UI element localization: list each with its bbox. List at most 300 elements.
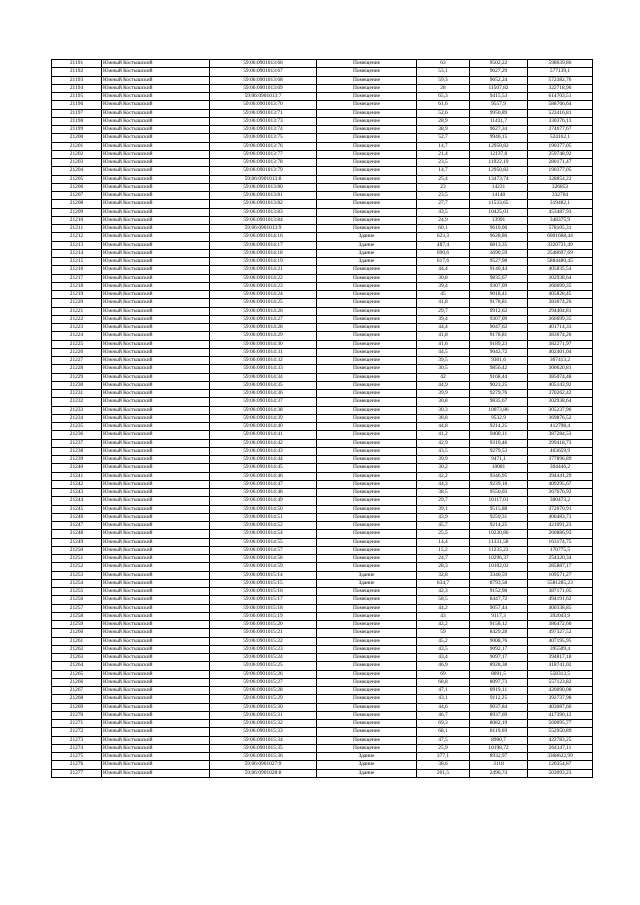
cell-area: 47,5 [417, 736, 470, 744]
cell-object-type: Помещение [317, 315, 417, 323]
cell-area: 44,9 [417, 381, 470, 389]
cell-district: Южный Костышский [102, 414, 210, 422]
table-row [52, 728, 593, 736]
cell-area: 44,2 [417, 604, 470, 612]
cell-specific-value: 3340,59 [470, 571, 528, 579]
cell-specific-value: 9178,81 [470, 332, 528, 340]
table-row [52, 505, 593, 513]
cell-object-type: Помещение [317, 266, 417, 274]
cell-object-type: Помещение [317, 637, 417, 645]
cell-cadastral-value: 6001668,44 [528, 233, 593, 241]
cell-district: Южный Костышский [102, 274, 210, 282]
table-row [52, 414, 593, 422]
table-row [52, 216, 593, 224]
cell-cadastral-value: 383674,26 [528, 332, 593, 340]
cell-cadastral-value: 369876,52 [528, 414, 593, 422]
cell-cadastral-value: 304446,2 [528, 464, 593, 472]
table-row [52, 332, 593, 340]
cell-row-number: 21217 [52, 274, 102, 282]
cell-object-type: Помещение [317, 621, 417, 629]
cell-object-type: Помещение [317, 93, 417, 101]
cell-specific-value: 9550,03 [470, 489, 528, 497]
cell-row-number: 21239 [52, 456, 102, 464]
cell-cadastral-number: 59:06:0901015:24 [210, 654, 317, 662]
cell-cadastral-value: 302938,64 [528, 274, 593, 282]
table-row [52, 159, 593, 167]
table-row [52, 579, 593, 587]
cell-cadastral-number: 59:06:0901014:31 [210, 348, 317, 356]
table-row [52, 266, 593, 274]
cell-object-type: Помещение [317, 736, 417, 744]
cell-cadastral-number: 59:06:0901015:34 [210, 736, 317, 744]
cell-district: Южный Костышский [102, 662, 210, 670]
cell-object-type: Помещение [317, 60, 417, 68]
cell-district: Южный Костышский [102, 612, 210, 620]
cell-area: 690,6 [417, 249, 470, 257]
cell-object-type: Здание [317, 769, 417, 777]
cell-object-type: Помещение [317, 365, 417, 373]
cell-district: Южный Костышский [102, 258, 210, 266]
cell-specific-value: 9946,15 [470, 134, 528, 142]
cell-district: Южный Костышский [102, 60, 210, 68]
cell-specific-value: 9502,22 [470, 60, 528, 68]
cell-row-number: 21263 [52, 654, 102, 662]
cell-area: 52,6 [417, 109, 470, 117]
cell-row-number: 21191 [52, 60, 102, 68]
table-row [52, 645, 593, 653]
cell-cadastral-value: 417390,12 [528, 711, 593, 719]
cell-cadastral-value: 367413,2 [528, 357, 593, 365]
cell-object-type: Помещение [317, 530, 417, 538]
cell-specific-value: 11533,65 [470, 200, 528, 208]
cell-cadastral-number: 59:06:0901013:68 [210, 76, 317, 84]
cell-cadastral-value: 370262,42 [528, 390, 593, 398]
cell-row-number: 21250 [52, 546, 102, 554]
cell-district: Южный Костышский [102, 365, 210, 373]
table-row [52, 68, 593, 76]
cell-cadastral-number: 59:06:0901015:18 [210, 604, 317, 612]
table-row [52, 761, 593, 769]
cell-district: Южный Костышский [102, 159, 210, 167]
cell-area: 44,6 [417, 703, 470, 711]
cell-cadastral-value: 412798,4 [528, 423, 593, 431]
cell-cadastral-number: 59:06:0901028:8 [210, 769, 317, 777]
cell-area: 38,5 [417, 489, 470, 497]
cell-district: Южный Костышский [102, 167, 210, 175]
cell-cadastral-value: 163174,75 [528, 538, 593, 546]
table-row [52, 200, 593, 208]
table-row [52, 60, 593, 68]
cell-cadastral-value: 407195,95 [528, 637, 593, 645]
cell-cadastral-value: 348375,9 [528, 216, 593, 224]
cell-district: Южный Костышский [102, 101, 210, 109]
cell-row-number: 21233 [52, 406, 102, 414]
cell-cadastral-value: 588766,64 [528, 101, 593, 109]
cell-row-number: 21203 [52, 159, 102, 167]
cell-row-number: 21253 [52, 571, 102, 579]
cell-district: Южный Костышский [102, 489, 210, 497]
cell-cadastral-value: 503093,23 [528, 769, 593, 777]
cell-cadastral-number: 59:06:0901013:66 [210, 60, 317, 68]
cell-specific-value: 9112,25 [470, 695, 528, 703]
cell-district: Южный Костышский [102, 340, 210, 348]
cell-object-type: Помещение [317, 447, 417, 455]
cell-object-type: Помещение [317, 612, 417, 620]
cell-area: 30,2 [417, 464, 470, 472]
table-row [52, 546, 593, 554]
cell-row-number: 21272 [52, 728, 102, 736]
cell-object-type: Помещение [317, 340, 417, 348]
cell-object-type: Помещение [317, 208, 417, 216]
table-row [52, 604, 593, 612]
cell-row-number: 21216 [52, 266, 102, 274]
cell-row-number: 21251 [52, 555, 102, 563]
cell-area: 14,7 [417, 142, 470, 150]
cell-cadastral-value: 3368622,99 [528, 753, 593, 761]
cell-cadastral-value: 387171,05 [528, 588, 593, 596]
table-row [52, 703, 593, 711]
cell-object-type: Помещение [317, 645, 417, 653]
cell-district: Южный Костышский [102, 546, 210, 554]
cell-district: Южный Костышский [102, 456, 210, 464]
cell-specific-value: 8919,11 [470, 687, 528, 695]
cell-specific-value: 10198,72 [470, 744, 528, 752]
cell-object-type: Помещение [317, 744, 417, 752]
cell-specific-value: 9097,17 [470, 654, 528, 662]
cell-cadastral-number: 59:06:0901014:23 [210, 282, 317, 290]
cell-area: 43,5 [417, 645, 470, 653]
cell-cadastral-number: 59:06:0901015:14 [210, 571, 317, 579]
cell-district: Южный Костышский [102, 117, 210, 125]
cell-cadastral-value: 403659,9 [528, 447, 593, 455]
cell-district: Южный Костышский [102, 678, 210, 686]
cell-object-type: Здание [317, 258, 417, 266]
cell-cadastral-number: 59:06:0901014:43 [210, 447, 317, 455]
cell-cadastral-value: 406483,71 [528, 513, 593, 521]
cell-object-type: Помещение [317, 720, 417, 728]
cell-district: Южный Костышский [102, 604, 210, 612]
cell-cadastral-value: 385074,48 [528, 373, 593, 381]
cell-area: 44,8 [417, 423, 470, 431]
table-row [52, 291, 593, 299]
cell-cadastral-value: 557123,82 [528, 678, 593, 686]
cell-district: Южный Костышский [102, 381, 210, 389]
cell-cadastral-value: 420090,08 [528, 687, 593, 695]
cell-district: Южный Костышский [102, 637, 210, 645]
cell-row-number: 21213 [52, 241, 102, 249]
cell-row-number: 21265 [52, 670, 102, 678]
table-row [52, 637, 593, 645]
cell-district: Южный Костышский [102, 695, 210, 703]
cell-area: 68,8 [417, 678, 470, 686]
cell-district: Южный Костышский [102, 596, 210, 604]
cell-object-type: Помещение [317, 390, 417, 398]
cell-cadastral-number: 59:06:0901014:41 [210, 431, 317, 439]
cell-object-type: Помещение [317, 109, 417, 117]
cell-cadastral-value: 377896,89 [528, 456, 593, 464]
cell-specific-value: 10073,86 [470, 406, 528, 414]
cell-specific-value: 9042,72 [470, 348, 528, 356]
cell-area: 15,2 [417, 546, 470, 554]
cell-cadastral-number: 59:06:0901015:20 [210, 621, 317, 629]
cell-specific-value: 11922,19 [470, 159, 528, 167]
cell-cadastral-value: 394441,29 [528, 472, 593, 480]
cell-area: 44,4 [417, 324, 470, 332]
cell-cadastral-value: 405835,54 [528, 266, 593, 274]
cell-area: 25,5 [417, 530, 470, 538]
table-row [52, 134, 593, 142]
table-row [52, 654, 593, 662]
cell-cadastral-value: 392737,98 [528, 695, 593, 703]
cell-area: 24,7 [417, 555, 470, 563]
cell-area: 617,6 [417, 258, 470, 266]
cell-specific-value: 14140 [470, 192, 528, 200]
cell-specific-value: 9307,09 [470, 315, 528, 323]
cell-district: Южный Костышский [102, 348, 210, 356]
cell-cadastral-number: 59:06:0901014:52 [210, 522, 317, 530]
cell-row-number: 21204 [52, 167, 102, 175]
cell-cadastral-number: 59:06:0901014:34 [210, 373, 317, 381]
table-row [52, 711, 593, 719]
cell-specific-value: 9912,62 [470, 307, 528, 315]
cell-area: 63 [417, 60, 470, 68]
cell-area: 65,3 [417, 93, 470, 101]
cell-cadastral-value: 578105,31 [528, 225, 593, 233]
cell-area: 43 [417, 612, 470, 620]
cell-district: Южный Костышский [102, 208, 210, 216]
cell-district: Южный Костышский [102, 126, 210, 134]
cell-specific-value: 13991 [470, 216, 528, 224]
cell-object-type: Помещение [317, 464, 417, 472]
cell-area: 45,7 [417, 522, 470, 530]
cell-cadastral-value: 328854,22 [528, 175, 593, 183]
cell-row-number: 21254 [52, 579, 102, 587]
cell-area: 43,9 [417, 513, 470, 521]
cell-specific-value: 9140,44 [470, 266, 528, 274]
cell-district: Южный Костышский [102, 522, 210, 530]
cell-row-number: 21276 [52, 761, 102, 769]
cell-area: 23,5 [417, 159, 470, 167]
cell-row-number: 21202 [52, 150, 102, 158]
cell-object-type: Помещение [317, 695, 417, 703]
cell-cadastral-value: 403087,66 [528, 703, 593, 711]
cell-specific-value: 11235,23 [470, 546, 528, 554]
table-row [52, 126, 593, 134]
cell-area: 46,7 [417, 711, 470, 719]
cell-row-number: 21249 [52, 538, 102, 546]
cell-object-type: Помещение [317, 357, 417, 365]
table-row [52, 175, 593, 183]
cell-area: 39,1 [417, 505, 470, 513]
table-row [52, 431, 593, 439]
cell-object-type: Помещение [317, 76, 417, 84]
cell-cadastral-number: 59:06:0901014:17 [210, 241, 317, 249]
cell-cadastral-value: 264147,11 [528, 744, 593, 752]
cell-cadastral-number: 59:06:0901013:82 [210, 200, 317, 208]
cell-cadastral-value: 259748,92 [528, 150, 593, 158]
cell-cadastral-value: 170775,5 [528, 546, 593, 554]
cell-object-type: Помещение [317, 604, 417, 612]
cell-object-type: Помещение [317, 142, 417, 150]
cell-area: 32,8 [417, 571, 470, 579]
table-row [52, 208, 593, 216]
cell-specific-value: 6813,35 [470, 241, 528, 249]
cell-cadastral-value: 302938,64 [528, 398, 593, 406]
cell-district: Южный Костышский [102, 654, 210, 662]
cell-district: Южный Костышский [102, 563, 210, 571]
table-row [52, 390, 593, 398]
cell-object-type: Помещение [317, 687, 417, 695]
cell-cadastral-value: 254320,34 [528, 555, 593, 563]
cell-object-type: Помещение [317, 84, 417, 92]
cell-specific-value: 8900,7 [470, 736, 528, 744]
cell-area: 377,1 [417, 753, 470, 761]
cell-area: 44,4 [417, 266, 470, 274]
cell-row-number: 21268 [52, 695, 102, 703]
cell-cadastral-value: 3320731,49 [528, 241, 593, 249]
cell-cadastral-value: 405828,45 [528, 291, 593, 299]
cell-district: Южный Костышский [102, 249, 210, 257]
cell-cadastral-number: 59:06:0901014:38 [210, 406, 317, 414]
cell-specific-value: 8097,73 [470, 678, 528, 686]
cell-object-type: Помещение [317, 728, 417, 736]
cell-district: Южный Костышский [102, 93, 210, 101]
cell-cadastral-number: 59:06:0901015:28 [210, 687, 317, 695]
cell-row-number: 21255 [52, 588, 102, 596]
cell-object-type: Здание [317, 241, 417, 249]
cell-specific-value: 9557,9 [470, 101, 528, 109]
cell-cadastral-value: 366699,35 [528, 315, 593, 323]
cell-row-number: 21267 [52, 687, 102, 695]
cell-specific-value: 9057,44 [470, 604, 528, 612]
cell-district: Южный Костышский [102, 728, 210, 736]
cell-object-type: Помещение [317, 150, 417, 158]
cell-district: Южный Костышский [102, 357, 210, 365]
cell-area: 41,2 [417, 431, 470, 439]
cell-cadastral-number: 59:06:0901015:31 [210, 711, 317, 719]
cell-area: 21,4 [417, 150, 470, 158]
cell-row-number: 21236 [52, 431, 102, 439]
cell-cadastral-number: 59:06:0901013:77 [210, 150, 317, 158]
cell-district: Южный Костышский [102, 744, 210, 752]
cell-cadastral-number: 59:06:0901013:80 [210, 183, 317, 191]
cell-row-number: 21237 [52, 439, 102, 447]
table-row [52, 769, 593, 777]
cell-area: 41,8 [417, 332, 470, 340]
table-row [52, 744, 593, 752]
cell-area: 44,5 [417, 348, 470, 356]
cell-district: Южный Костышский [102, 629, 210, 637]
cell-district: Южный Костышский [102, 464, 210, 472]
cell-district: Южный Костышский [102, 538, 210, 546]
cell-object-type: Помещение [317, 596, 417, 604]
cell-object-type: Помещение [317, 654, 417, 662]
cell-row-number: 21200 [52, 134, 102, 142]
table-row [52, 753, 593, 761]
cell-specific-value: 9515,88 [470, 505, 528, 513]
cell-object-type: Помещение [317, 522, 417, 530]
cell-row-number: 21243 [52, 489, 102, 497]
cell-specific-value: 14231 [470, 183, 528, 191]
cell-object-type: Помещение [317, 538, 417, 546]
cell-cadastral-value: 453487,93 [528, 208, 593, 216]
cell-cadastral-value: 367676,92 [528, 489, 593, 497]
cell-cadastral-number: 59:06:0901015:26 [210, 670, 317, 678]
cell-district: Южный Костышский [102, 555, 210, 563]
cell-district: Южный Костышский [102, 241, 210, 249]
cell-cadastral-number: 59:06:0901014:40 [210, 423, 317, 431]
cell-row-number: 21258 [52, 612, 102, 620]
table-row [52, 621, 593, 629]
cell-object-type: Здание [317, 761, 417, 769]
cell-object-type: Помещение [317, 513, 417, 521]
cell-row-number: 21240 [52, 464, 102, 472]
cell-district: Южный Костышский [102, 423, 210, 431]
cell-object-type: Помещение [317, 68, 417, 76]
cell-district: Южный Костышский [102, 711, 210, 719]
cell-district: Южный Костышский [102, 505, 210, 513]
cell-district: Южный Костышский [102, 84, 210, 92]
cell-district: Южный Костышский [102, 373, 210, 381]
cell-specific-value: 9400,11 [470, 431, 528, 439]
cell-area: 45 [417, 291, 470, 299]
cell-object-type: Помещение [317, 505, 417, 513]
cell-specific-value: 9092,17 [470, 645, 528, 653]
cell-cadastral-number: 59:06:0901014:29 [210, 332, 317, 340]
cell-cadastral-number: 59:06:0901013:8 [210, 175, 317, 183]
table-row [52, 365, 593, 373]
cell-row-number: 21234 [52, 414, 102, 422]
cell-area: 69 [417, 670, 470, 678]
cadastral-value-table [51, 59, 593, 778]
cell-row-number: 21192 [52, 68, 102, 76]
cell-object-type: Помещение [317, 472, 417, 480]
table-row [52, 241, 593, 249]
table-row [52, 357, 593, 365]
cell-cadastral-number: 59:06:0901013:69 [210, 84, 317, 92]
cell-cadastral-number: 59:06:0901015:27 [210, 678, 317, 686]
cell-area: 43,1 [417, 695, 470, 703]
cell-cadastral-number: 59:06:0901014:33 [210, 365, 317, 373]
cell-specific-value: 9950,89 [470, 109, 528, 117]
table-row [52, 258, 593, 266]
cell-specific-value: 9023,25 [470, 381, 528, 389]
cell-specific-value: 9168,44 [470, 373, 528, 381]
cell-area: 487,4 [417, 241, 470, 249]
cell-cadastral-value: 386472,66 [528, 621, 593, 629]
cell-area: 23,5 [417, 192, 470, 200]
cell-area: 46,9 [417, 662, 470, 670]
cell-area: 47,1 [417, 687, 470, 695]
cell-row-number: 21219 [52, 291, 102, 299]
cell-specific-value: 3118 [470, 761, 528, 769]
cell-cadastral-number: 59:06:0901015:16 [210, 588, 317, 596]
table-row [52, 629, 593, 637]
cell-row-number: 21246 [52, 513, 102, 521]
cell-cadastral-value: 418741,02 [528, 662, 593, 670]
cell-object-type: Помещение [317, 274, 417, 282]
cell-cadastral-number: 59:06:0901014:48 [210, 489, 317, 497]
cell-area: 623,3 [417, 233, 470, 241]
cell-cadastral-number: 59:06:0901014:24 [210, 291, 317, 299]
cell-cadastral-number: 59:06:0901014:30 [210, 340, 317, 348]
cell-district: Южный Костышский [102, 439, 210, 447]
cell-area: 14,7 [417, 167, 470, 175]
cell-row-number: 21238 [52, 447, 102, 455]
cell-district: Южный Костышский [102, 134, 210, 142]
cell-cadastral-number: 59:06:0901014:46 [210, 472, 317, 480]
table-row [52, 324, 593, 332]
